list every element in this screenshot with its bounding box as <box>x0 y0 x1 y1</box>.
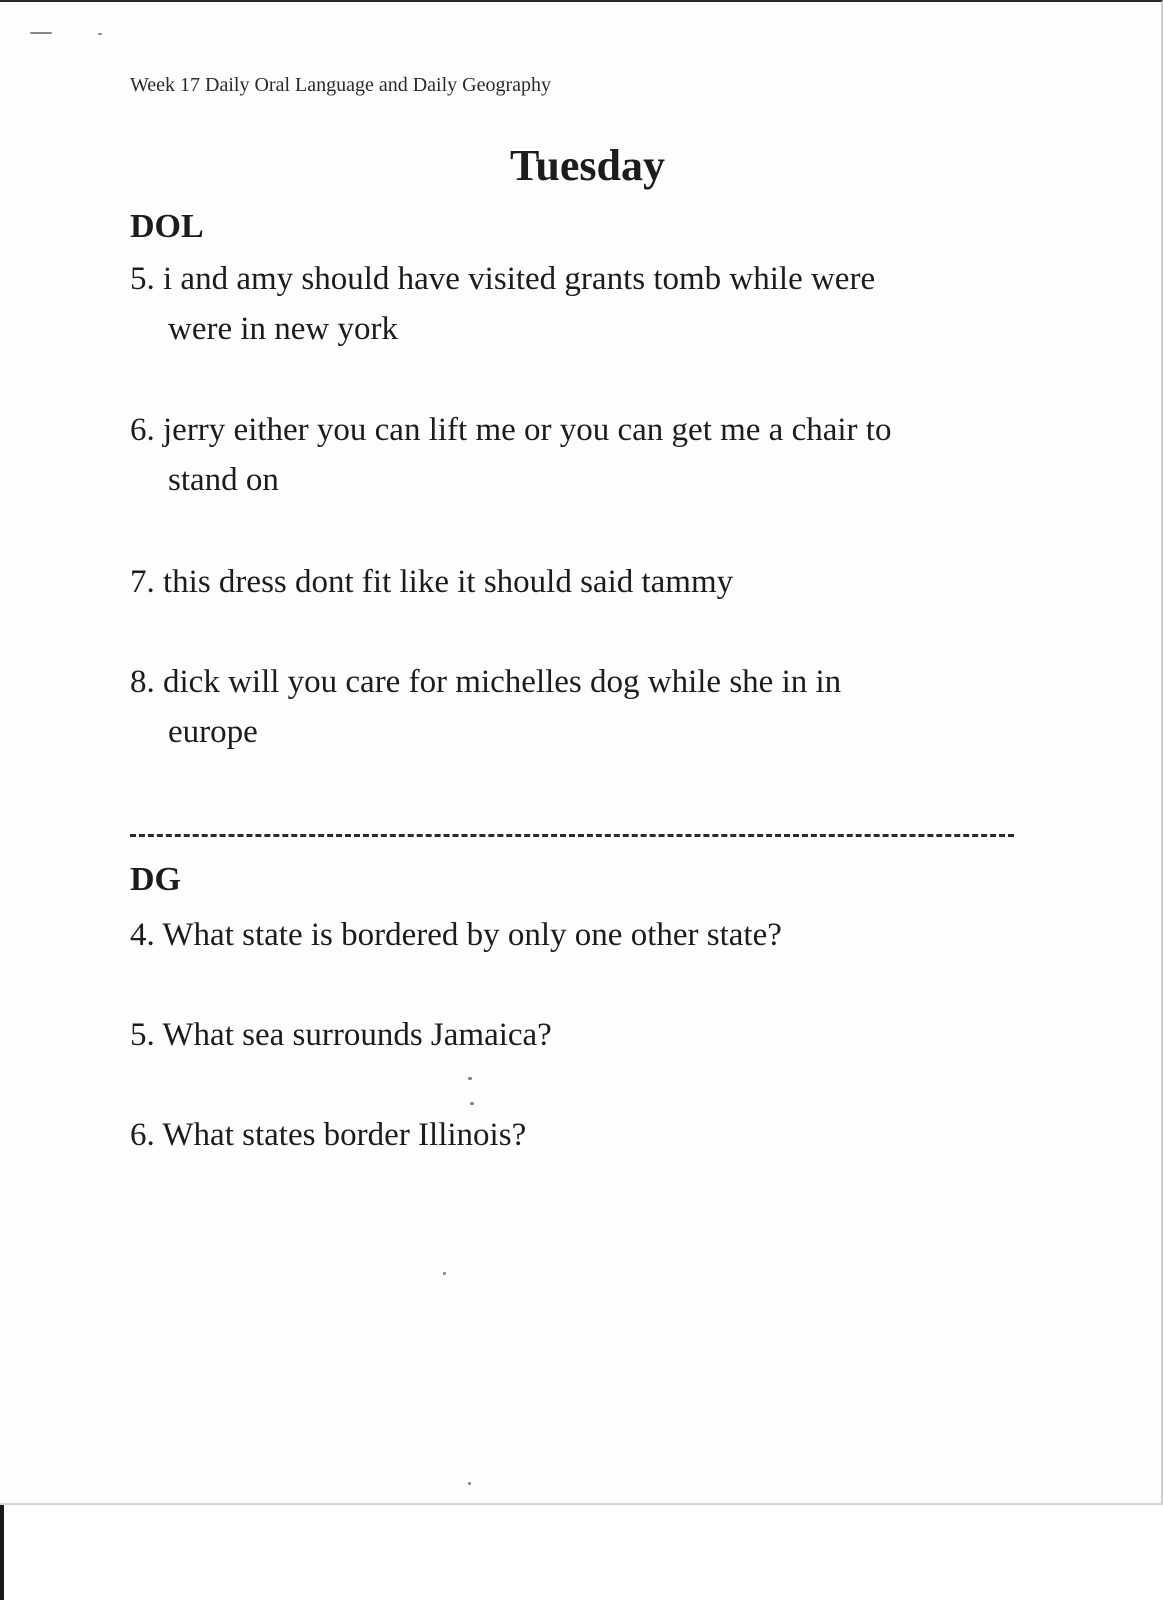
dg-question-text: What states border Illinois? <box>162 1117 527 1153</box>
dol-item <box>130 254 1030 354</box>
dol-item <box>130 657 1030 757</box>
dol-item-number: 6. <box>130 412 155 448</box>
scan-margin-mark <box>0 1505 4 1600</box>
scan-speck <box>468 1482 471 1485</box>
scan-speck <box>443 1272 446 1275</box>
dg-question-number: 5. <box>130 1017 155 1053</box>
dg-question-text: What sea surrounds Jamaica? <box>162 1017 552 1053</box>
dg-question-number: 6. <box>130 1117 155 1153</box>
dol-item-text-continued: stand on <box>168 462 279 498</box>
dg-question-text: What state is bordered by only one other state? <box>162 917 782 953</box>
scan-speck <box>98 33 102 35</box>
dol-item-text: dick will you care for michelles dog while she in in <box>163 664 842 700</box>
dol-item-number: 5. <box>130 261 155 297</box>
dol-item-text-continued: were in new york <box>168 311 399 347</box>
worksheet-header: Week 17 Daily Oral Language and Daily Geography <box>130 74 552 96</box>
page-title: Tuesday <box>510 141 665 190</box>
dg-question <box>130 1110 1030 1160</box>
scan-speck <box>30 32 52 34</box>
dg-question <box>130 1010 1030 1060</box>
dg-question <box>130 910 1030 960</box>
dol-item-text: this dress dont fit like it should said tammy <box>163 564 734 600</box>
dol-heading: DOL <box>130 208 204 245</box>
scan-speck <box>468 1077 472 1080</box>
scan-speck <box>470 1102 474 1105</box>
dol-item-text-continued: europe <box>168 714 258 750</box>
dol-item-number: 7. <box>130 564 155 600</box>
page-bottom-edge <box>0 1503 1163 1505</box>
dol-item <box>130 557 1030 607</box>
dg-heading: DG <box>130 861 181 898</box>
dol-item-text: i and amy should have visited grants tomb while were <box>163 261 876 297</box>
dol-item <box>130 405 1030 505</box>
dol-item-number: 8. <box>130 664 155 700</box>
dg-question-number: 4. <box>130 917 155 953</box>
dol-item-text: jerry either you can lift me or you can get me a chair to <box>163 412 892 448</box>
section-divider <box>130 834 1014 837</box>
